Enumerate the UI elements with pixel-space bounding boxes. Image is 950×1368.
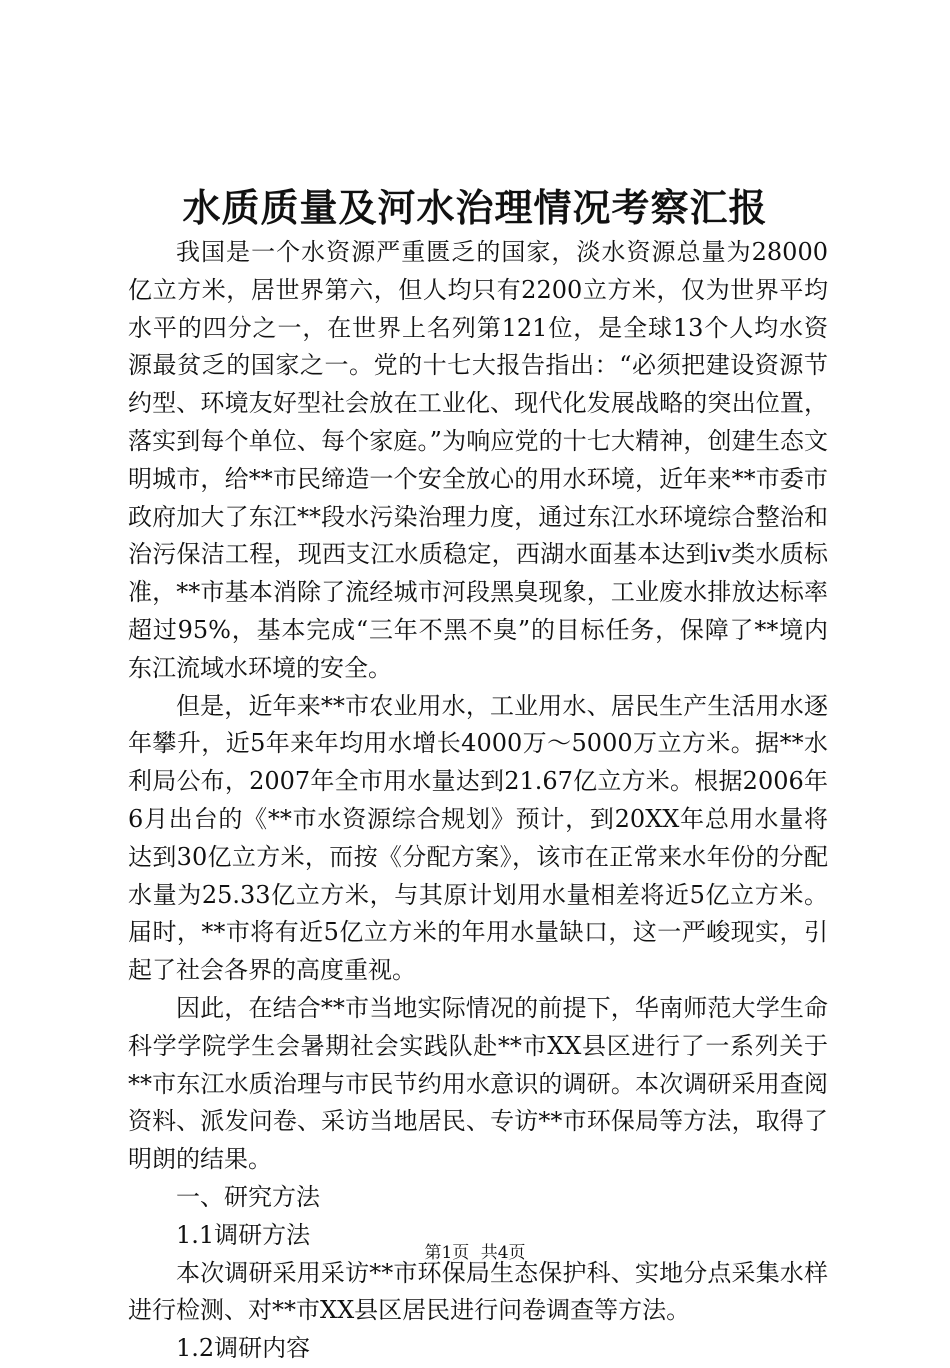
document-body [128,234,828,1368]
subsection-heading-1-1: 1.1调研方法 [176,1220,311,1249]
section-heading-methods: 一、研究方法 [176,1182,320,1211]
paragraph-water-demand: 但是，近年来**市农业用水，工业用水、居民生产生活用水逐年攀升，近5年来年均用水增长4000万～5000万立方米。据**水利局公布，2007年全市用水量达到21.67亿立方米。根据2006年6月出台的《**市水资源综合规划》预计，到20XX年总用水量将达到30亿立方米，而按《分配方案》，该市在正常来水年份的分配水量为25.33亿立方米，与其原计划用水量相差将近5亿立方米。届时，**市将有近5亿立方米的年用水量缺口，这一严峻现实，引起了社会各界的高度重视。 [128,691,828,985]
document-title: 水质质量及河水治理情况考察汇报 [182,185,768,230]
page-total: 共4页 [480,1243,526,1263]
page-number: 第1页 [424,1243,470,1263]
paragraph-methods: 本次调研采用采访**市环保局生态保护科、实地分点采集水样进行检测、对**市XX县区居民进行问卷调查等方法。 [128,1258,828,1325]
subsection-heading-1-2: 1.2调研内容 [176,1334,311,1363]
paragraph-survey-background: 因此，在结合**市当地实际情况的前提下，华南师范大学生命科学学院学生会暑期社会实践队赴**市XX县区进行了一系列关于**市东江水质治理与市民节约用水意识的调研。本次调研采用查阅资料、派发问卷、采访当地居民、专访**市环保局等方法，取得了明朗的结果。 [128,993,828,1174]
paragraph-intro: 我国是一个水资源严重匮乏的国家，淡水资源总量为28000亿立方米，居世界第六，但人均只有2200立方米，仅为世界平均水平的四分之一，在世界上名列第121位，是全球13个人均水资源最贫乏的国家之一。党的十七大报告指出：“必须把建设资源节约型、环境友好型社会放在工业化、现代化发展战略的突出位置，落实到每个单位、每个家庭。”为响应党的十七大精神，创建生态文明城市，给**市民缔造一个安全放心的用水环境，近年来**市委市政府加大了东江**段水污染治理力度，通过东江水环境综合整治和治污保洁工程，现西支江水质稳定，西湖水面基本达到iv类水质标准，**市基本消除了流经城市河段黑臭现象，工业废水排放达标率超过95%，基本完成“三年不黑不臭”的目标任务，保障了**境内东江流域水环境的安全。 [128,238,828,682]
page-footer [0,1241,950,1265]
